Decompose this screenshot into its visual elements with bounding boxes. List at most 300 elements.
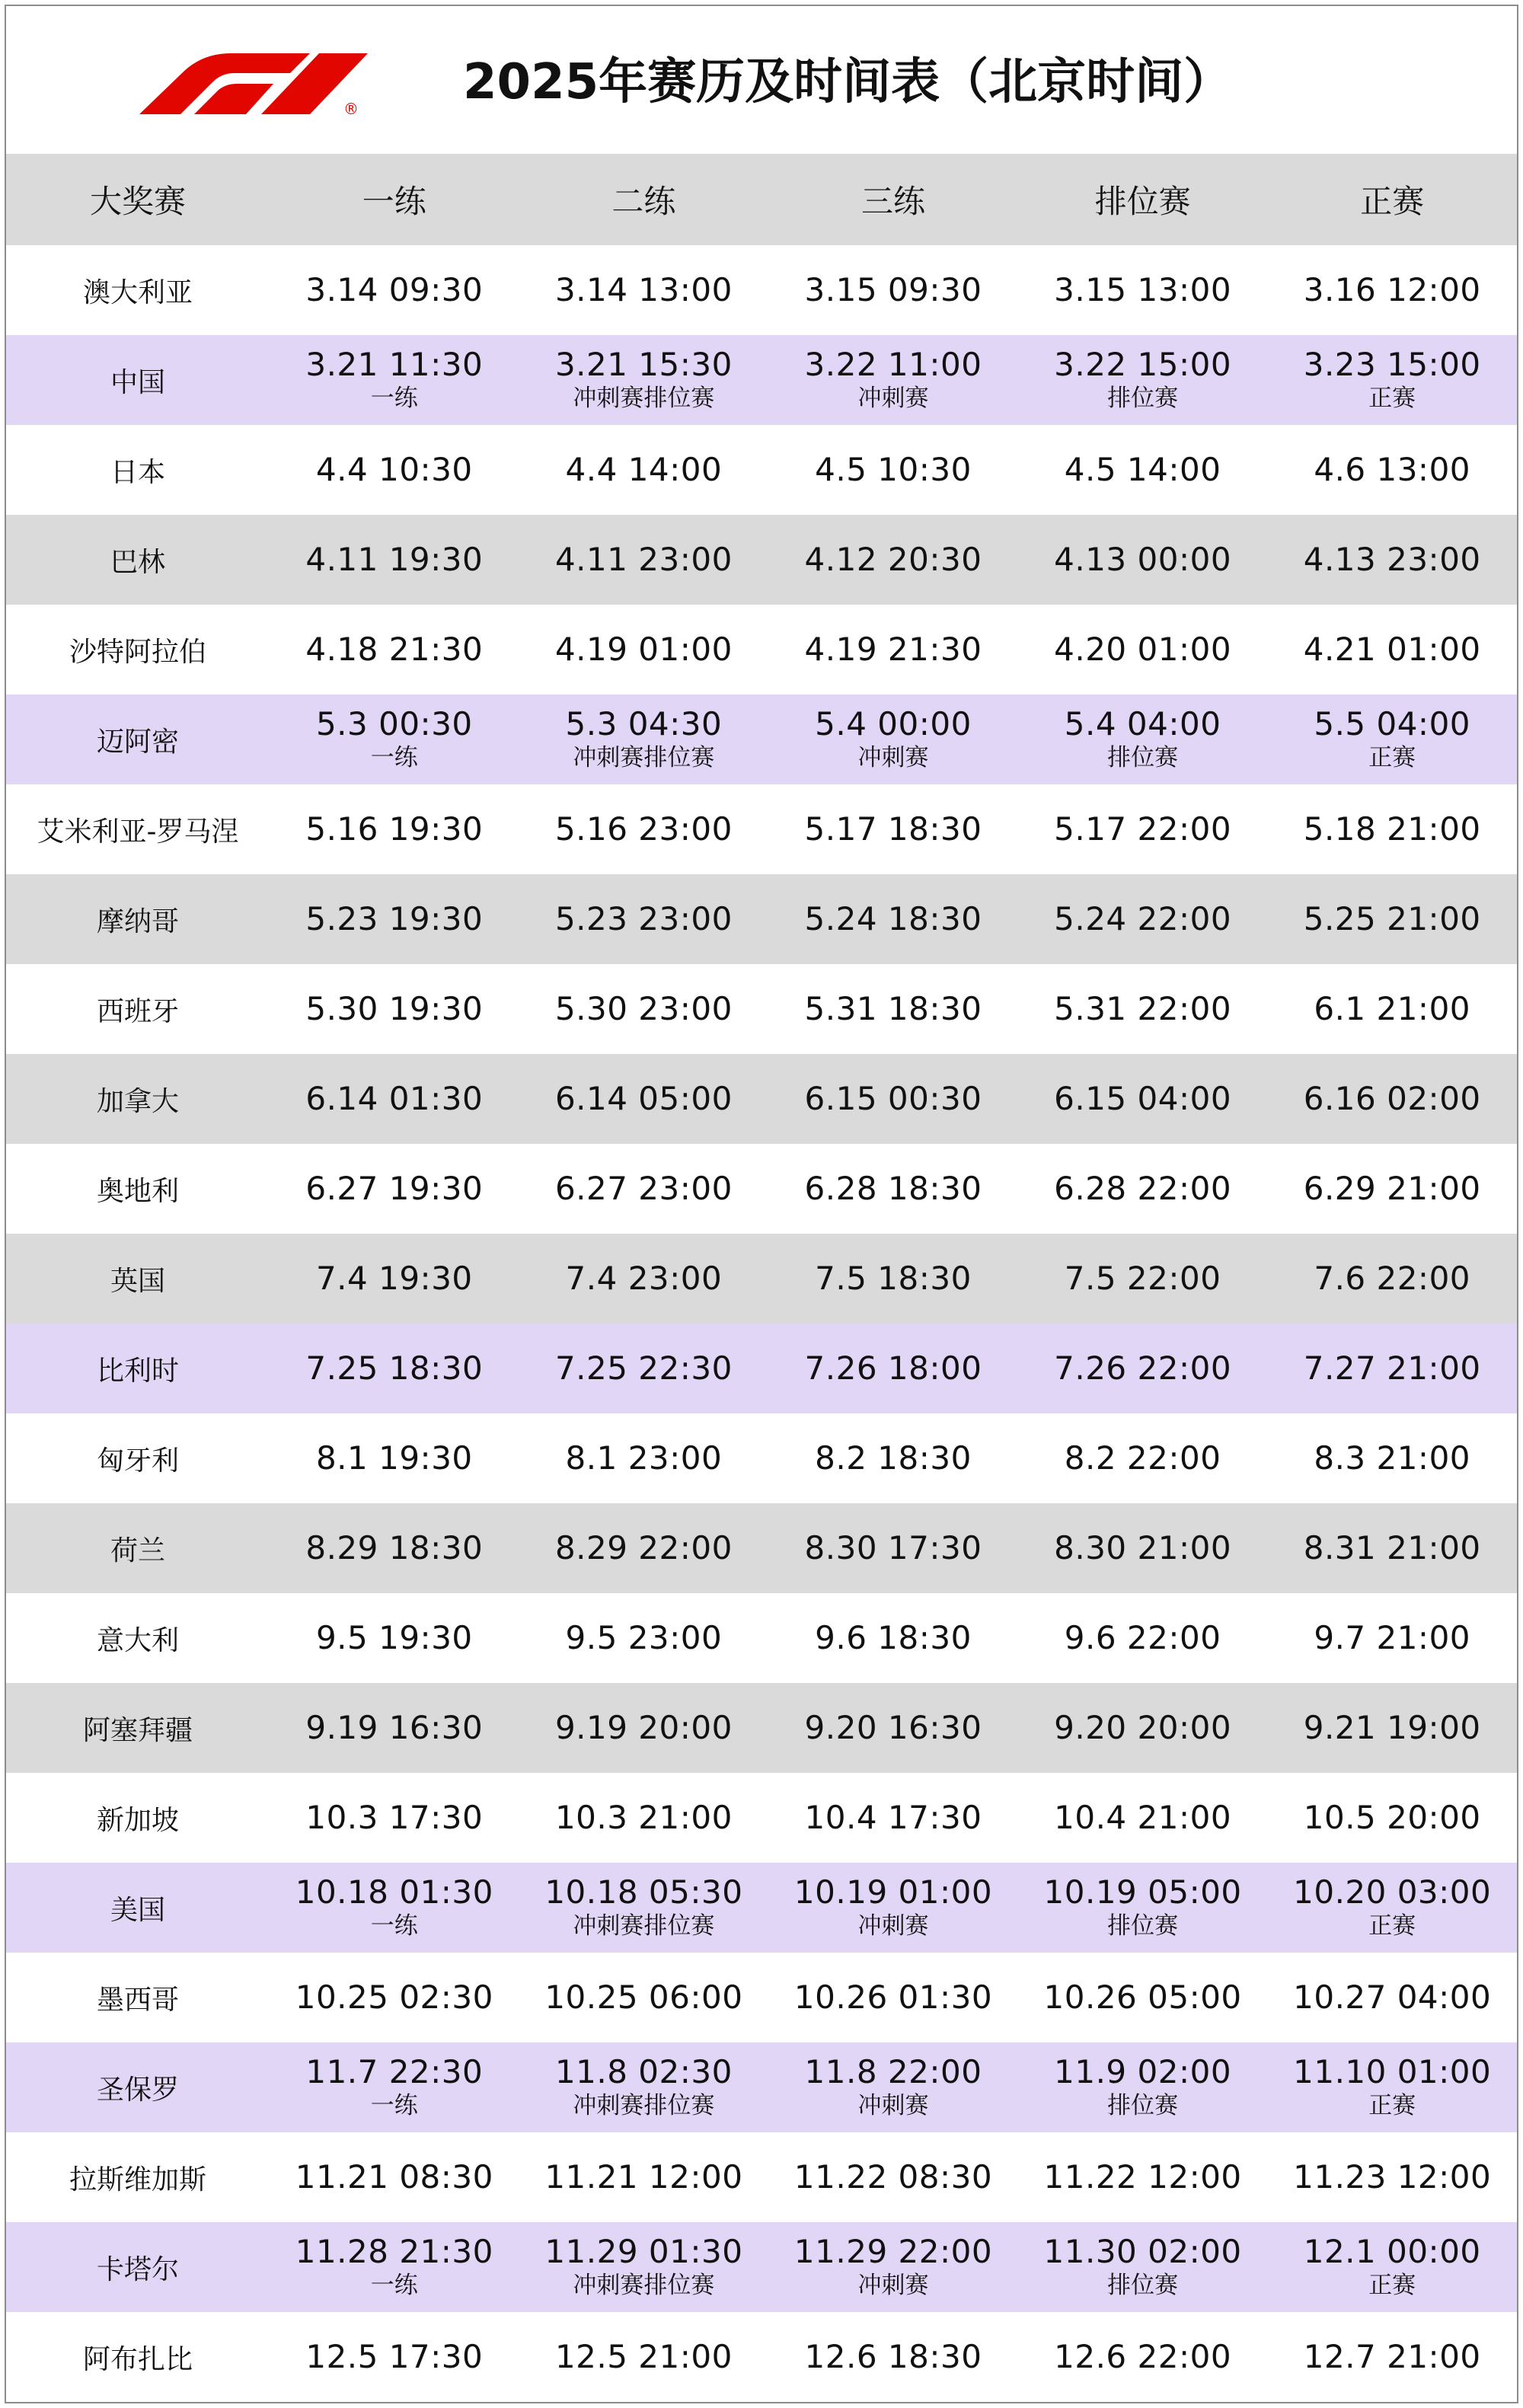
session-cell bbox=[270, 2312, 519, 2402]
session-cell bbox=[519, 874, 769, 964]
page-title: 2025年赛历及时间表（北京时间） bbox=[463, 54, 1233, 110]
session-cell bbox=[1267, 1144, 1517, 1234]
session-time: 10.4 21:00 bbox=[1054, 1799, 1232, 1836]
session-time: 4.12 20:30 bbox=[804, 541, 982, 578]
race-row bbox=[6, 1503, 1517, 1593]
column-header-fp2: 二练 bbox=[611, 183, 676, 220]
session-cell bbox=[519, 2132, 769, 2222]
session-time: 7.27 21:00 bbox=[1303, 1349, 1481, 1387]
session-label: 排位赛 bbox=[1107, 385, 1179, 412]
race-row bbox=[6, 1054, 1517, 1144]
page-header bbox=[6, 6, 1517, 154]
session-time: 5.3 04:30 bbox=[565, 705, 723, 743]
session-cell bbox=[270, 2042, 519, 2132]
session-cell bbox=[768, 2222, 1018, 2312]
session-time: 6.15 00:30 bbox=[804, 1080, 982, 1117]
session-cell bbox=[1267, 605, 1517, 695]
session-cell bbox=[519, 1953, 769, 2042]
session-cell bbox=[1018, 1773, 1268, 1863]
session-time: 9.5 19:30 bbox=[315, 1619, 473, 1656]
column-header-qualifying: 排位赛 bbox=[1094, 183, 1191, 220]
column-header-fp1: 一练 bbox=[362, 183, 426, 220]
session-cell bbox=[1018, 695, 1268, 784]
session-cell bbox=[1018, 874, 1268, 964]
race-row bbox=[6, 1234, 1517, 1324]
race-row bbox=[6, 1773, 1517, 1863]
session-cell bbox=[1018, 2222, 1268, 2312]
race-row bbox=[6, 2132, 1517, 2222]
race-row bbox=[6, 2042, 1517, 2132]
race-row bbox=[6, 784, 1517, 874]
grand-prix-name: 日本 bbox=[110, 456, 165, 488]
race-row bbox=[6, 605, 1517, 695]
session-cell bbox=[519, 2222, 769, 2312]
grand-prix-name: 阿布扎比 bbox=[82, 2343, 193, 2375]
session-time: 11.9 02:00 bbox=[1054, 2053, 1232, 2090]
session-time: 3.21 11:30 bbox=[305, 346, 484, 383]
session-cell bbox=[1018, 1413, 1268, 1503]
session-cell bbox=[519, 695, 769, 784]
session-cell bbox=[270, 695, 519, 784]
session-cell bbox=[1018, 245, 1268, 335]
session-time: 9.7 21:00 bbox=[1314, 1619, 1471, 1656]
session-label: 排位赛 bbox=[1107, 744, 1179, 771]
session-time: 10.27 04:00 bbox=[1293, 1978, 1492, 2016]
session-cell bbox=[1018, 1683, 1268, 1773]
session-time: 6.29 21:00 bbox=[1303, 1170, 1481, 1207]
session-time: 7.6 22:00 bbox=[1314, 1260, 1471, 1297]
session-time: 11.10 01:00 bbox=[1293, 2053, 1492, 2090]
session-cell bbox=[768, 245, 1018, 335]
session-time: 12.6 18:30 bbox=[804, 2338, 982, 2375]
session-cell bbox=[1018, 964, 1268, 1054]
session-cell bbox=[768, 425, 1018, 515]
session-cell bbox=[270, 1953, 519, 2042]
grand-prix-name: 墨西哥 bbox=[96, 1984, 179, 2016]
column-header-fp3: 三练 bbox=[860, 183, 925, 220]
session-time: 7.4 19:30 bbox=[315, 1260, 473, 1297]
session-time: 11.21 12:00 bbox=[544, 2158, 743, 2196]
session-time: 5.4 04:00 bbox=[1064, 705, 1221, 743]
session-time: 10.26 05:00 bbox=[1043, 1978, 1242, 2016]
session-cell bbox=[768, 2312, 1018, 2402]
session-cell bbox=[270, 1863, 519, 1953]
session-label: 冲刺赛排位赛 bbox=[573, 1912, 715, 1940]
session-label: 正赛 bbox=[1368, 2092, 1416, 2119]
session-cell bbox=[1267, 874, 1517, 964]
session-time: 3.14 09:30 bbox=[305, 271, 484, 308]
session-cell bbox=[1018, 605, 1268, 695]
session-cell bbox=[768, 1953, 1018, 2042]
column-header-grand-prix: 大奖赛 bbox=[89, 183, 186, 220]
race-row bbox=[6, 1953, 1517, 2042]
session-cell bbox=[768, 695, 1018, 784]
session-time: 8.2 22:00 bbox=[1064, 1439, 1221, 1477]
race-row bbox=[6, 1324, 1517, 1413]
session-cell bbox=[1018, 335, 1268, 425]
session-cell bbox=[768, 1683, 1018, 1773]
session-cell bbox=[1018, 1054, 1268, 1144]
session-cell bbox=[1018, 2042, 1268, 2132]
session-cell bbox=[1018, 784, 1268, 874]
session-time: 10.18 05:30 bbox=[544, 1873, 743, 1911]
session-time: 5.3 00:30 bbox=[315, 705, 473, 743]
session-label: 冲刺赛 bbox=[857, 2272, 929, 2299]
session-time: 4.19 21:30 bbox=[804, 631, 982, 668]
session-cell bbox=[768, 1054, 1018, 1144]
session-label: 冲刺赛 bbox=[857, 744, 929, 771]
column-header-race: 正赛 bbox=[1360, 183, 1425, 220]
session-cell bbox=[1267, 695, 1517, 784]
session-cell bbox=[768, 2132, 1018, 2222]
session-time: 8.29 22:00 bbox=[554, 1529, 733, 1566]
session-cell bbox=[1267, 1503, 1517, 1593]
session-cell bbox=[1018, 2312, 1268, 2402]
session-cell bbox=[519, 1413, 769, 1503]
session-cell bbox=[768, 964, 1018, 1054]
session-cell bbox=[519, 1054, 769, 1144]
session-time: 9.6 22:00 bbox=[1064, 1619, 1221, 1656]
session-cell bbox=[1018, 2132, 1268, 2222]
session-label: 排位赛 bbox=[1107, 2272, 1179, 2299]
session-cell bbox=[519, 1593, 769, 1683]
session-time: 8.1 19:30 bbox=[315, 1439, 473, 1477]
session-time: 6.1 21:00 bbox=[1314, 990, 1471, 1027]
session-cell bbox=[1018, 1324, 1268, 1413]
session-time: 10.3 21:00 bbox=[554, 1799, 733, 1836]
session-cell bbox=[270, 245, 519, 335]
grand-prix-name: 荷兰 bbox=[110, 1535, 165, 1566]
session-cell bbox=[519, 1503, 769, 1593]
session-time: 9.19 20:00 bbox=[554, 1709, 733, 1746]
registered-mark: ® bbox=[343, 100, 359, 116]
session-cell bbox=[1018, 1953, 1268, 2042]
session-label: 排位赛 bbox=[1107, 1912, 1179, 1940]
session-time: 6.16 02:00 bbox=[1303, 1080, 1481, 1117]
session-time: 5.24 22:00 bbox=[1054, 900, 1232, 937]
race-row bbox=[6, 1413, 1517, 1503]
session-cell bbox=[270, 784, 519, 874]
session-time: 4.13 23:00 bbox=[1303, 541, 1481, 578]
session-cell bbox=[1267, 1054, 1517, 1144]
grand-prix-name: 圣保罗 bbox=[96, 2074, 179, 2106]
session-label: 正赛 bbox=[1368, 1912, 1416, 1940]
session-label: 冲刺赛 bbox=[857, 1912, 929, 1940]
grand-prix-name: 中国 bbox=[110, 366, 165, 398]
race-row bbox=[6, 1863, 1517, 1953]
session-time: 11.29 22:00 bbox=[793, 2233, 993, 2270]
session-cell bbox=[519, 2042, 769, 2132]
grand-prix-name: 西班牙 bbox=[96, 995, 179, 1027]
grand-prix-name: 美国 bbox=[110, 1894, 165, 1926]
session-cell bbox=[768, 874, 1018, 964]
session-time: 8.30 21:00 bbox=[1054, 1529, 1232, 1566]
session-time: 12.6 22:00 bbox=[1054, 2338, 1232, 2375]
session-time: 10.19 01:00 bbox=[793, 1873, 993, 1911]
race-row bbox=[6, 874, 1517, 964]
session-cell bbox=[270, 515, 519, 605]
grand-prix-name: 加拿大 bbox=[96, 1085, 179, 1117]
race-row bbox=[6, 2222, 1517, 2312]
grand-prix-name: 拉斯维加斯 bbox=[69, 2164, 206, 2196]
grand-prix-name: 意大利 bbox=[96, 1624, 179, 1656]
session-time: 8.30 17:30 bbox=[804, 1529, 982, 1566]
session-cell bbox=[270, 1054, 519, 1144]
session-cell bbox=[270, 425, 519, 515]
session-time: 10.5 20:00 bbox=[1303, 1799, 1481, 1836]
session-cell bbox=[270, 1413, 519, 1503]
session-time: 12.1 00:00 bbox=[1303, 2233, 1481, 2270]
grand-prix-name: 英国 bbox=[110, 1265, 165, 1297]
session-cell bbox=[1267, 1953, 1517, 2042]
session-cell bbox=[1267, 2132, 1517, 2222]
session-time: 6.27 23:00 bbox=[554, 1170, 733, 1207]
session-time: 8.3 21:00 bbox=[1314, 1439, 1471, 1477]
session-time: 8.1 23:00 bbox=[565, 1439, 723, 1477]
grand-prix-name: 巴林 bbox=[110, 546, 165, 578]
session-time: 9.19 16:30 bbox=[305, 1709, 484, 1746]
session-cell bbox=[1018, 425, 1268, 515]
session-label: 冲刺赛 bbox=[857, 385, 929, 412]
session-time: 5.31 18:30 bbox=[804, 990, 982, 1027]
session-cell bbox=[768, 1413, 1018, 1503]
session-time: 11.8 22:00 bbox=[804, 2053, 982, 2090]
grand-prix-name: 艾米利亚-罗马涅 bbox=[37, 816, 239, 848]
session-label: 一练 bbox=[370, 2272, 418, 2299]
race-row bbox=[6, 2312, 1517, 2402]
session-time: 10.3 17:30 bbox=[305, 1799, 484, 1836]
grand-prix-name: 匈牙利 bbox=[96, 1445, 179, 1477]
race-row bbox=[6, 425, 1517, 515]
session-cell bbox=[270, 1324, 519, 1413]
session-time: 10.19 05:00 bbox=[1043, 1873, 1242, 1911]
grand-prix-name: 迈阿密 bbox=[96, 726, 179, 758]
f1-logo bbox=[139, 52, 383, 116]
session-cell bbox=[519, 515, 769, 605]
session-time: 3.21 15:30 bbox=[554, 346, 733, 383]
grand-prix-name: 沙特阿拉伯 bbox=[69, 636, 206, 668]
session-time: 9.6 18:30 bbox=[815, 1619, 972, 1656]
session-time: 8.31 21:00 bbox=[1303, 1529, 1481, 1566]
session-label: 冲刺赛排位赛 bbox=[573, 744, 715, 771]
session-time: 3.23 15:00 bbox=[1303, 346, 1481, 383]
session-time: 3.15 13:00 bbox=[1054, 271, 1232, 308]
session-time: 11.21 08:30 bbox=[295, 2158, 493, 2196]
session-cell bbox=[1267, 2312, 1517, 2402]
session-cell bbox=[270, 1503, 519, 1593]
session-cell bbox=[270, 335, 519, 425]
session-time: 9.20 16:30 bbox=[804, 1709, 982, 1746]
session-time: 5.30 23:00 bbox=[554, 990, 733, 1027]
session-cell bbox=[1018, 515, 1268, 605]
session-cell bbox=[768, 515, 1018, 605]
session-time: 6.15 04:00 bbox=[1054, 1080, 1232, 1117]
session-cell bbox=[768, 335, 1018, 425]
session-label: 正赛 bbox=[1368, 385, 1416, 412]
table-header-row bbox=[6, 154, 1517, 245]
session-label: 正赛 bbox=[1368, 2272, 1416, 2299]
session-cell bbox=[519, 605, 769, 695]
session-time: 10.4 17:30 bbox=[804, 1799, 982, 1836]
session-time: 12.7 21:00 bbox=[1303, 2338, 1481, 2375]
session-cell bbox=[1267, 1413, 1517, 1503]
session-time: 4.5 14:00 bbox=[1064, 451, 1221, 488]
session-time: 8.2 18:30 bbox=[815, 1439, 972, 1477]
session-cell bbox=[519, 1773, 769, 1863]
session-time: 3.15 09:30 bbox=[804, 271, 982, 308]
session-cell bbox=[270, 1773, 519, 1863]
session-time: 7.25 22:30 bbox=[554, 1349, 733, 1387]
session-cell bbox=[1267, 1773, 1517, 1863]
session-cell bbox=[1018, 1593, 1268, 1683]
session-time: 5.4 00:00 bbox=[815, 705, 972, 743]
session-time: 6.28 22:00 bbox=[1054, 1170, 1232, 1207]
race-row bbox=[6, 1593, 1517, 1683]
session-time: 4.4 14:00 bbox=[565, 451, 723, 488]
session-cell bbox=[270, 2132, 519, 2222]
session-time: 9.21 19:00 bbox=[1303, 1709, 1481, 1746]
session-time: 7.4 23:00 bbox=[565, 1260, 723, 1297]
race-row bbox=[6, 1683, 1517, 1773]
session-cell bbox=[1018, 1144, 1268, 1234]
session-time: 4.20 01:00 bbox=[1054, 631, 1232, 668]
session-cell bbox=[519, 1863, 769, 1953]
session-time: 11.22 12:00 bbox=[1043, 2158, 1242, 2196]
grand-prix-name: 奥地利 bbox=[96, 1175, 179, 1207]
session-label: 一练 bbox=[370, 2092, 418, 2119]
session-cell bbox=[270, 1593, 519, 1683]
grand-prix-name: 阿塞拜疆 bbox=[82, 1714, 193, 1746]
session-cell bbox=[519, 335, 769, 425]
session-time: 7.5 18:30 bbox=[815, 1260, 972, 1297]
session-time: 4.4 10:30 bbox=[315, 451, 473, 488]
session-time: 4.11 23:00 bbox=[554, 541, 733, 578]
session-cell bbox=[270, 1683, 519, 1773]
session-time: 4.6 13:00 bbox=[1314, 451, 1471, 488]
session-label: 冲刺赛排位赛 bbox=[573, 385, 715, 412]
session-time: 3.22 11:00 bbox=[804, 346, 982, 383]
session-cell bbox=[768, 1593, 1018, 1683]
session-time: 4.13 00:00 bbox=[1054, 541, 1232, 578]
session-cell bbox=[1267, 964, 1517, 1054]
session-time: 5.23 19:30 bbox=[305, 900, 484, 937]
schedule-sheet bbox=[5, 5, 1518, 2403]
session-cell bbox=[1018, 1503, 1268, 1593]
session-label: 冲刺赛排位赛 bbox=[573, 2092, 715, 2119]
session-label: 一练 bbox=[370, 744, 418, 771]
session-time: 11.29 01:30 bbox=[544, 2233, 743, 2270]
session-cell bbox=[270, 874, 519, 964]
session-time: 7.26 18:00 bbox=[804, 1349, 982, 1387]
session-time: 10.18 01:30 bbox=[295, 1873, 493, 1911]
race-row bbox=[6, 515, 1517, 605]
session-cell bbox=[519, 425, 769, 515]
session-time: 4.21 01:00 bbox=[1303, 631, 1481, 668]
session-cell bbox=[768, 1144, 1018, 1234]
session-label: 一练 bbox=[370, 385, 418, 412]
session-time: 5.25 21:00 bbox=[1303, 900, 1481, 937]
session-time: 5.5 04:00 bbox=[1314, 705, 1471, 743]
session-time: 10.20 03:00 bbox=[1293, 1873, 1492, 1911]
session-label: 排位赛 bbox=[1107, 2092, 1179, 2119]
session-time: 11.8 02:30 bbox=[554, 2053, 733, 2090]
session-cell bbox=[768, 784, 1018, 874]
session-cell bbox=[1267, 335, 1517, 425]
session-time: 10.25 06:00 bbox=[544, 1978, 743, 2016]
session-cell bbox=[270, 605, 519, 695]
race-row bbox=[6, 245, 1517, 335]
session-label: 一练 bbox=[370, 1912, 418, 1940]
session-cell bbox=[519, 1324, 769, 1413]
session-time: 11.23 12:00 bbox=[1293, 2158, 1492, 2196]
race-row bbox=[6, 1144, 1517, 1234]
session-time: 5.17 22:00 bbox=[1054, 810, 1232, 848]
session-cell bbox=[768, 605, 1018, 695]
session-cell bbox=[1267, 2042, 1517, 2132]
session-time: 10.25 02:30 bbox=[295, 1978, 493, 2016]
grand-prix-name: 澳大利亚 bbox=[82, 276, 193, 308]
session-time: 5.30 19:30 bbox=[305, 990, 484, 1027]
session-time: 3.16 12:00 bbox=[1303, 271, 1481, 308]
session-time: 6.14 01:30 bbox=[305, 1080, 484, 1117]
session-time: 5.17 18:30 bbox=[804, 810, 982, 848]
session-time: 11.28 21:30 bbox=[295, 2233, 493, 2270]
session-time: 12.5 17:30 bbox=[305, 2338, 484, 2375]
session-cell bbox=[519, 1144, 769, 1234]
session-cell bbox=[1267, 1324, 1517, 1413]
session-cell bbox=[1267, 515, 1517, 605]
session-cell bbox=[1267, 425, 1517, 515]
grand-prix-name: 新加坡 bbox=[96, 1804, 179, 1836]
session-cell bbox=[1267, 245, 1517, 335]
race-table-body bbox=[6, 245, 1517, 2402]
session-cell bbox=[270, 1234, 519, 1324]
session-time: 4.19 01:00 bbox=[554, 631, 733, 668]
session-cell bbox=[1018, 1234, 1268, 1324]
session-cell bbox=[768, 1503, 1018, 1593]
session-cell bbox=[1267, 1593, 1517, 1683]
session-time: 5.23 23:00 bbox=[554, 900, 733, 937]
session-cell bbox=[1267, 2222, 1517, 2312]
session-time: 6.14 05:00 bbox=[554, 1080, 733, 1117]
session-time: 8.29 18:30 bbox=[305, 1529, 484, 1566]
session-label: 冲刺赛 bbox=[857, 2092, 929, 2119]
session-time: 9.5 23:00 bbox=[565, 1619, 723, 1656]
session-cell bbox=[519, 964, 769, 1054]
race-row bbox=[6, 335, 1517, 425]
session-time: 7.25 18:30 bbox=[305, 1349, 484, 1387]
session-cell bbox=[1267, 1863, 1517, 1953]
session-cell bbox=[519, 245, 769, 335]
session-time: 11.7 22:30 bbox=[305, 2053, 484, 2090]
grand-prix-name: 卡塔尔 bbox=[96, 2253, 179, 2285]
session-cell bbox=[1018, 1863, 1268, 1953]
session-label: 正赛 bbox=[1368, 744, 1416, 771]
session-time: 4.18 21:30 bbox=[305, 631, 484, 668]
grand-prix-name: 比利时 bbox=[96, 1355, 179, 1387]
session-time: 7.26 22:00 bbox=[1054, 1349, 1232, 1387]
session-cell bbox=[768, 1773, 1018, 1863]
session-time: 4.11 19:30 bbox=[305, 541, 484, 578]
session-cell bbox=[519, 1683, 769, 1773]
session-cell bbox=[270, 1144, 519, 1234]
session-cell bbox=[768, 1863, 1018, 1953]
session-time: 10.26 01:30 bbox=[793, 1978, 993, 2016]
session-time: 5.16 19:30 bbox=[305, 810, 484, 848]
grand-prix-name: 摩纳哥 bbox=[96, 905, 179, 937]
session-time: 3.14 13:00 bbox=[554, 271, 733, 308]
session-time: 11.30 02:00 bbox=[1043, 2233, 1242, 2270]
